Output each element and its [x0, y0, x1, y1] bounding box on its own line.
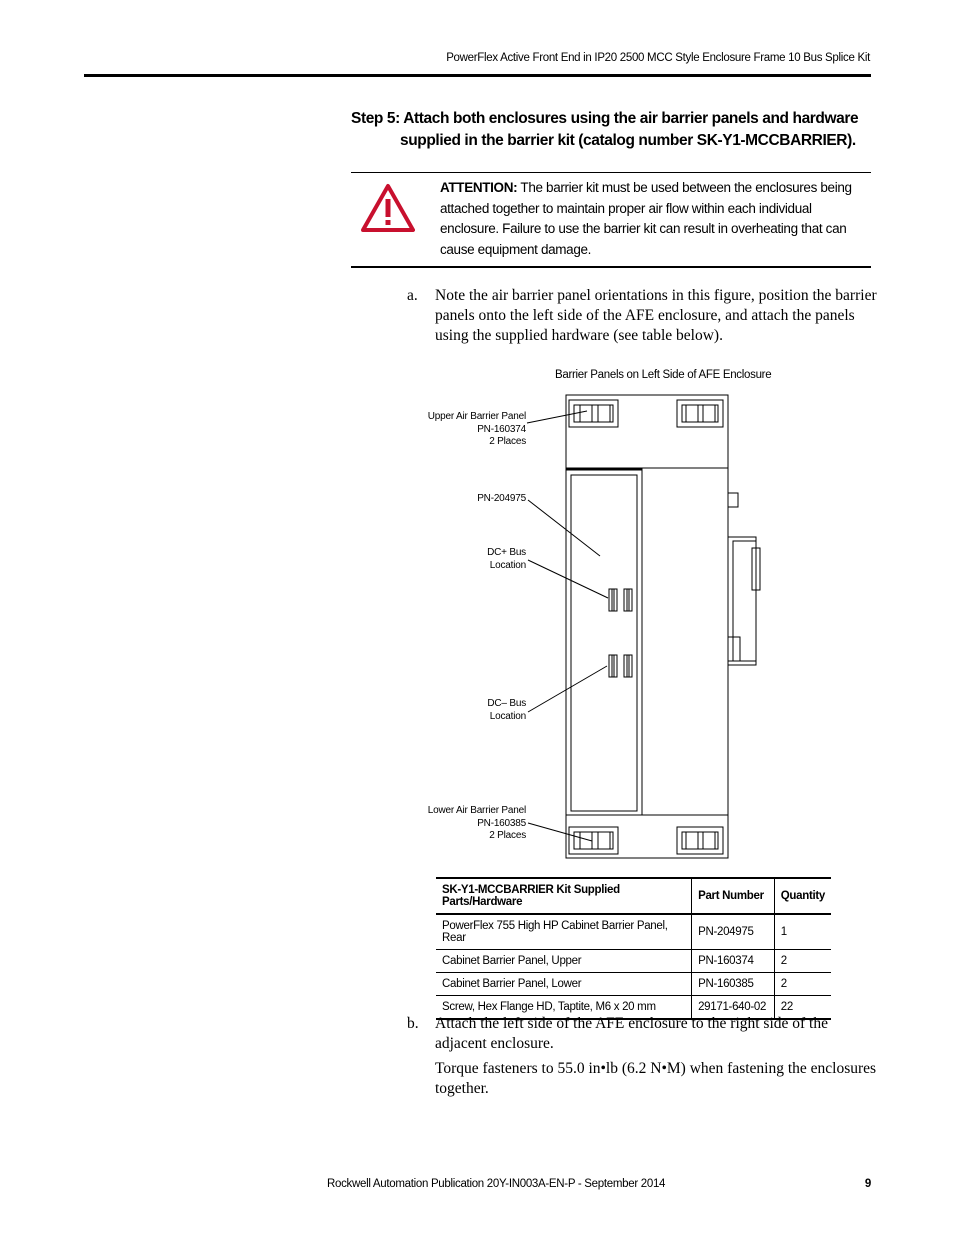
- table-row: [436, 950, 831, 973]
- callout-rear-line1: PN-204975: [477, 493, 526, 504]
- callout-dc-plus: [487, 547, 526, 572]
- callout-upper-line1: Upper Air Barrier Panel: [427, 411, 526, 422]
- table-cell: PN-160374: [692, 950, 775, 973]
- callout-lower-line3: 2 Places: [489, 830, 526, 841]
- list-item-a: [407, 286, 877, 346]
- parts-table: [436, 877, 831, 1020]
- callout-lower-panel: [428, 805, 526, 843]
- lower-barrier-panel-right: [677, 827, 723, 854]
- leader-dc-minus: [528, 666, 607, 712]
- upper-barrier-panel-right: [677, 400, 723, 427]
- column-header: Quantity: [774, 878, 831, 914]
- table-cell: 2: [774, 973, 831, 996]
- leader-upper: [527, 411, 587, 423]
- warning-triangle-icon: [361, 183, 415, 233]
- callout-upper-line2: PN-160374: [477, 423, 526, 435]
- list-marker-b: b.: [407, 1015, 419, 1032]
- table-cell: Screw, Hex Flange HD, Taptite, M6 x 20 mm: [436, 996, 692, 1020]
- rear-barrier-panel: [566, 469, 642, 815]
- callout-dc-minus-line1: DC– Bus: [487, 698, 526, 709]
- table-row: [436, 914, 831, 950]
- table-cell: PowerFlex 755 High HP Cabinet Barrier Panel, Rear: [436, 914, 692, 950]
- callout-upper-panel: [428, 411, 526, 449]
- list-item-b-torque: Torque fasteners to 55.0 in•lb (6.2 N•M) when fastening the enclosures together.: [435, 1060, 877, 1097]
- callout-upper-line3: 2 Places: [489, 436, 526, 447]
- table-cell: PN-160385: [692, 973, 775, 996]
- step-heading-line2: supplied in the barrier kit (catalog number SK-Y1-MCCBARRIER).: [400, 132, 856, 149]
- attention-label: ATTENTION:: [440, 180, 518, 195]
- leader-dc-plus: [528, 560, 608, 598]
- list-item-a-text: Note the air barrier panel orientations in this figure, position the barrier panels onto the left side of the AFE enclosure, and attach the panels using the supplied hardware (see table below).: [435, 287, 877, 344]
- table-cell: 2: [774, 950, 831, 973]
- table-cell: 22: [774, 996, 831, 1020]
- callout-dc-plus-line2: Location: [489, 559, 526, 571]
- step-heading-line1: Step 5: Attach both enclosures using the air barrier panels and hardware: [351, 110, 859, 127]
- callout-dc-minus: [487, 698, 526, 723]
- step-heading: [351, 108, 871, 152]
- upper-barrier-panel-left: [569, 400, 618, 427]
- page-number: 9: [864, 1178, 871, 1190]
- column-header: Part Number: [692, 878, 775, 914]
- attention-text: [440, 178, 865, 260]
- running-header: PowerFlex Active Front End in IP20 2500 MCC Style Enclosure Frame 10 Bus Splice Kit: [446, 52, 870, 64]
- list-item-b: [407, 1014, 877, 1099]
- footer-publication: Rockwell Automation Publication 20Y-IN003A-EN-P - September 2014: [327, 1178, 666, 1190]
- enclosure-outline: [566, 395, 728, 858]
- dc-minus-bus-bars: [609, 655, 632, 677]
- leader-rear: [528, 500, 600, 556]
- table-row: [436, 973, 831, 996]
- lower-barrier-panel-left: [569, 827, 618, 854]
- table-cell: PN-204975: [692, 914, 775, 950]
- attention-box: [351, 172, 871, 268]
- header-rule: [84, 74, 871, 77]
- column-header: SK-Y1-MCCBARRIER Kit Supplied Parts/Hardware: [436, 878, 692, 914]
- callout-lower-line2: PN-160385: [477, 817, 526, 829]
- callout-lower-line1: Lower Air Barrier Panel: [427, 805, 526, 816]
- attention-body: The barrier kit must be used between the enclosures being attached together to maintain proper air flow within each individual enclosure. Failure to use the barrier kit can result in overheating that can cause equipment damage.: [440, 180, 852, 257]
- figure-title: Barrier Panels on Left Side of AFE Enclosure: [555, 369, 772, 381]
- list-item-b-text: Attach the left side of the AFE enclosure to the right side of the adjacent enclosure.: [435, 1015, 828, 1052]
- callout-dc-minus-line2: Location: [489, 710, 526, 722]
- callout-rear-panel: [477, 493, 526, 506]
- table-cell: 1: [774, 914, 831, 950]
- dc-plus-bus-bars: [609, 589, 632, 611]
- table-cell: Cabinet Barrier Panel, Upper: [436, 950, 692, 973]
- callout-dc-plus-line1: DC+ Bus: [487, 547, 526, 558]
- table-cell: 29171-640-02: [692, 996, 775, 1020]
- table-header-row: [436, 878, 831, 914]
- leader-lower: [528, 823, 592, 841]
- list-marker-a: a.: [407, 287, 418, 304]
- table-cell: Cabinet Barrier Panel, Lower: [436, 973, 692, 996]
